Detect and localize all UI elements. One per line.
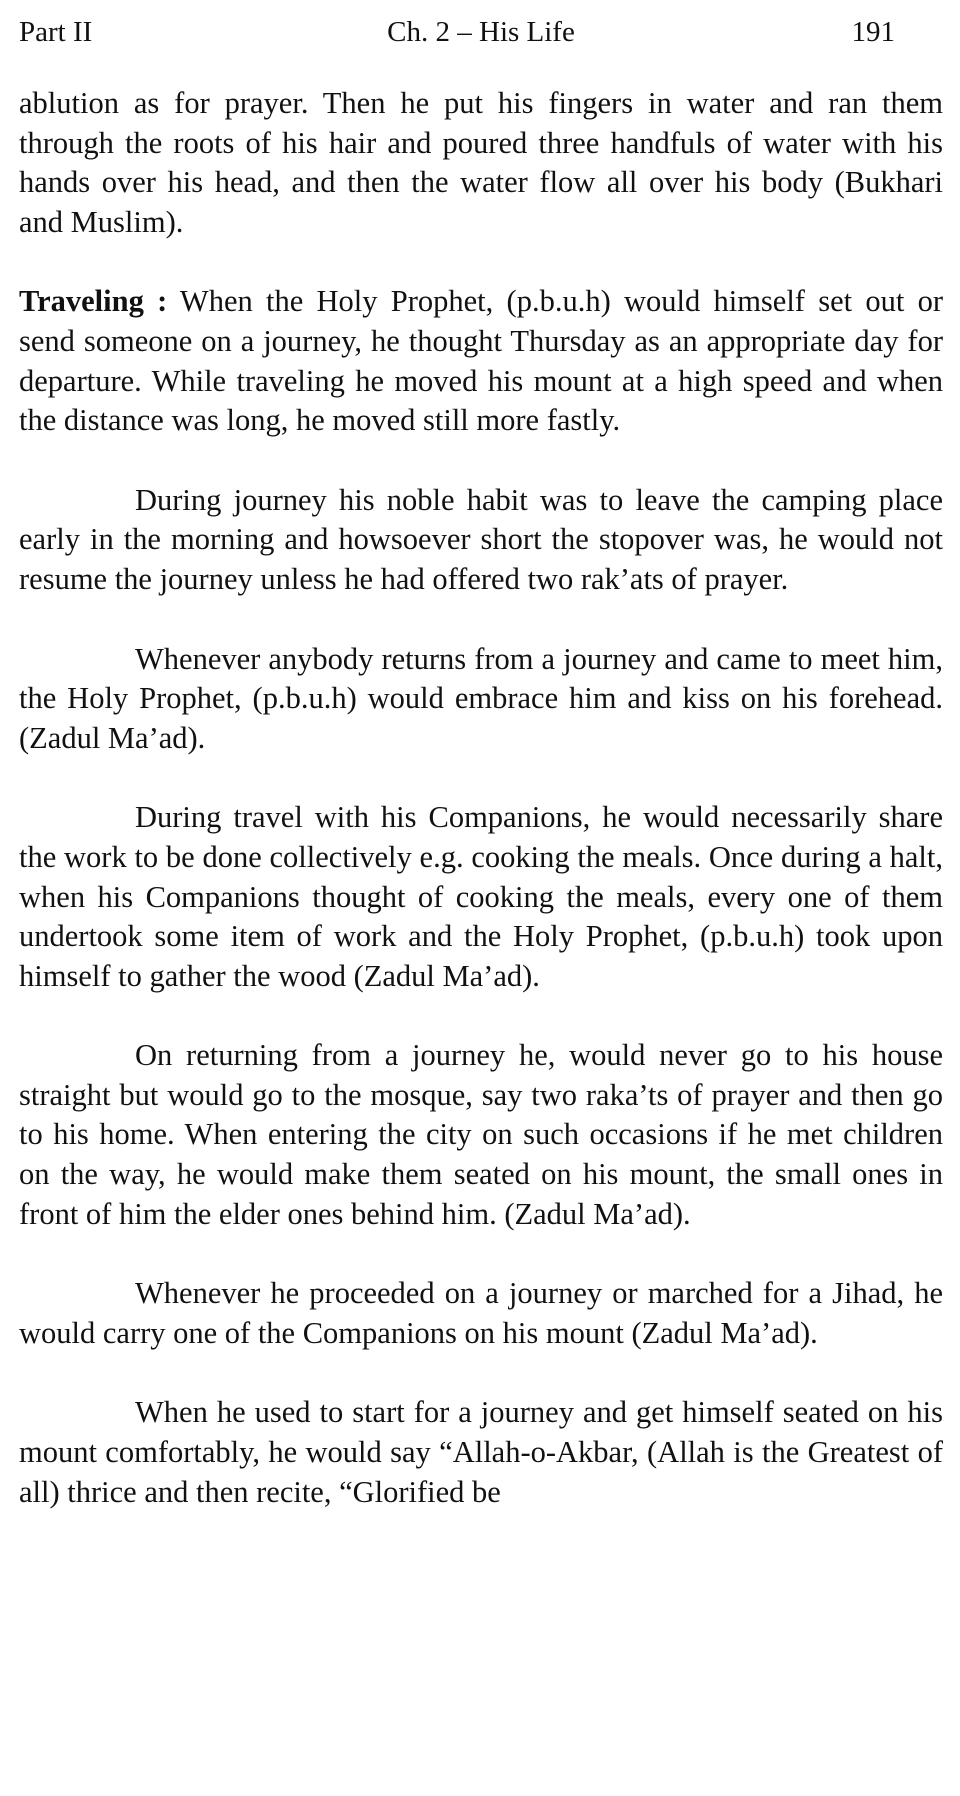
paragraph-text: Whenever he proceeded on a journey or marched for a Jihad, he would carry one of the Companions on his mount (Zadul Ma’ad).: [19, 1276, 943, 1350]
part-label: Part II: [19, 16, 93, 48]
section-heading: Traveling :: [19, 284, 168, 319]
paragraph-start-journey: [19, 1393, 943, 1512]
running-head: [19, 12, 943, 52]
paragraph-traveling: [19, 282, 943, 440]
paragraph-camping: [19, 481, 943, 600]
paragraph-returning: [19, 1036, 943, 1234]
paragraph-text: On returning from a journey he, would never go to his house straight but would go to the mosque, say two raka’ts of prayer and then go to his home. When entering the city on such occasions if he met children on the way, he would make them seated on his mount, the small ones in front of him the elder ones behind him. (Zadul Ma’ad).: [19, 1038, 943, 1231]
body-text: [19, 84, 943, 1512]
paragraph-ablution: [19, 84, 943, 242]
paragraph-jihad: [19, 1274, 943, 1353]
paragraph-returns: [19, 640, 943, 759]
paragraph-text: When he used to start for a journey and get himself seated on his mount comfortably, he would say “Allah-o-Akbar, (Allah is the Greatest of all) thrice and then recite, “Glorified be: [19, 1395, 943, 1509]
paragraph-text: During journey his noble habit was to leave the camping place early in the morning and howsoever short the stopover was, he would not resume the journey unless he had offered two rak’ats of prayer.: [19, 482, 943, 596]
paragraph-text: ablution as for prayer. Then he put his fingers in water and ran them through the roots of his hair and poured three handfuls of water with his hands over his head, and then the water flow all over his body (Bukhari and Muslim).: [19, 86, 943, 239]
paragraph-text: When the Holy Prophet, (p.b.u.h) would himself set out or send someone on a journey, he thought Thursday as an appropriate day for departure. While traveling he moved his mount at a high speed and when the distance was long, he moved still more fastly.: [19, 284, 943, 438]
paragraph-text: Whenever anybody returns from a journey and came to meet him, the Holy Prophet, (p.b.u.h) would embrace him and kiss on his forehead. (Zadul Ma’ad).: [19, 641, 943, 755]
page-number: 191: [851, 16, 895, 48]
chapter-title: Ch. 2 – His Life: [387, 16, 575, 48]
paragraph-text: During travel with his Companions, he would necessarily share the work to be done collectively e.g. cooking the meals. Once during a halt, when his Companions thought of cooking the meals, every one of them undertook some item of work and the Holy Prophet, (p.b.u.h) took upon himself to gather the wood (Zadul Ma’ad).: [19, 800, 943, 993]
paragraph-companions: [19, 798, 943, 996]
